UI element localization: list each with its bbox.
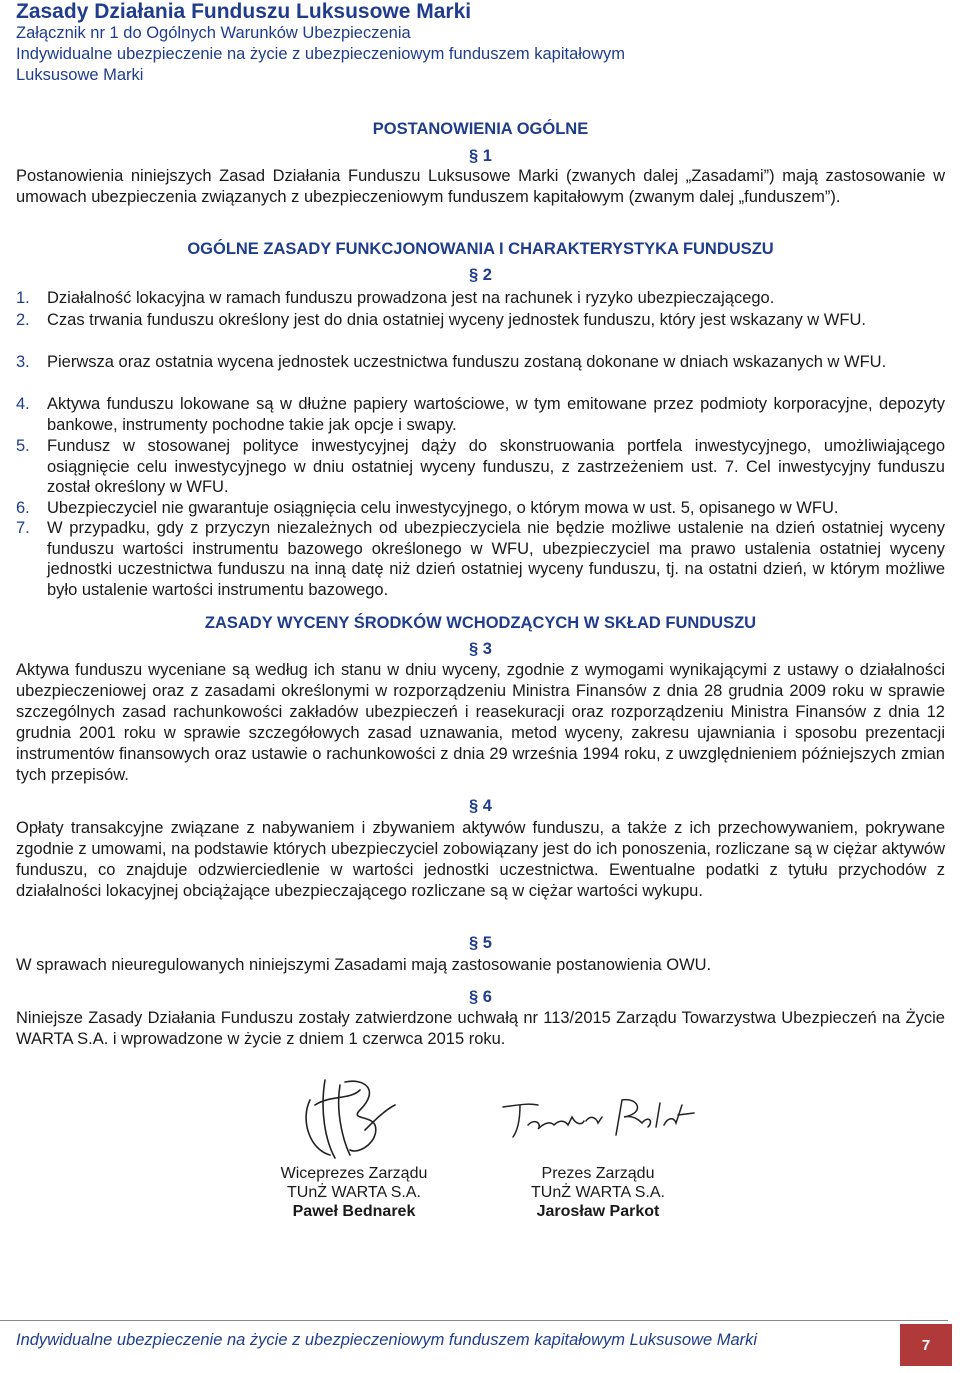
paragraph-3-text: Aktywa funduszu wyceniane są według ich stanu w dniu wyceny, zgodnie z wymogami wynikającymi z ustawy o działalności ubezpieczeniowej oraz z zasadami określonymi w rozporządzeniu Ministra Finansów z dnia 28 grudnia 2009 roku w sprawie szczególnych zasad rachunkowości zakładów ubezpieczeń i reasekuracji oraz rozporządzeniu Ministra Finansów z dnia 12 grudnia 2001 roku w sprawie szczegółowych zasad uznawania, metod wyceny, zakresu ujawniania i sposobu prezentacji instrumentów finansowych oraz ustawie o rachunkowości z dnia 29 września 1994 roku, z uwzględnieniem późniejszych zmian tych przepisów.: [16, 661, 945, 784]
footer-divider: [0, 1320, 948, 1321]
rule-item: [16, 288, 945, 309]
rule-item-text: Pierwsza oraz ostatnia wycena jednostek uczestnictwa funduszu zostaną dokonane w dniach wskazanych w WFU.: [47, 353, 887, 371]
paragraph-5-num: 5: [482, 934, 492, 952]
rule-item-num: 5.: [16, 437, 30, 455]
rule-item: [16, 498, 945, 519]
signature-parkot: [498, 1095, 698, 1145]
header-line-1: Załącznik nr 1 do Ogólnych Warunków Ubezpieczenia: [16, 24, 411, 42]
page-number-badge: 7: [900, 1324, 952, 1366]
rule-item: [16, 436, 945, 498]
paragraph-1-num: 1: [482, 147, 492, 165]
rule-item-num: 7.: [16, 519, 30, 537]
paragraph-3-number: § 3: [469, 640, 492, 658]
paragraph-5-number: § 5: [469, 934, 492, 952]
rule-item-text: Aktywa funduszu lokowane są w dłużne papiery wartościowe, w tym emitowane przez podmioty korporacyjne, depozyty bankowe, instrumenty pochodne takie jak opcje i swapy.: [47, 395, 945, 434]
section-general-heading: POSTANOWIENIA OGÓLNE: [372, 120, 589, 138]
signature-name: Paweł Bednarek: [292, 1203, 416, 1220]
section-valuation-heading: ZASADY WYCENY ŚRODKÓW WCHODZĄCYCH W SKŁAD FUNDUSZU: [204, 614, 757, 632]
signature-bednarek: [290, 1070, 420, 1165]
header-line-3: Luksusowe Marki: [16, 66, 144, 84]
rule-item-text: Czas trwania funduszu określony jest do dnia ostatniej wyceny jednostek funduszu, który jest wskazany w WFU.: [47, 311, 866, 329]
rule-item: [16, 352, 945, 373]
signature-company: TUnŻ WARTA S.A.: [287, 1184, 421, 1201]
paragraph-1-text: Postanowienia niniejszych Zasad Działania Funduszu Luksusowe Marki (zwanych dalej „Zasadami”) mają zastosowanie w umowach ubezpieczenia związanych z ubezpieczeniowym funduszem kapitałowym (zwanym dalej „funduszem”).: [16, 167, 945, 206]
rule-item-num: 3.: [16, 353, 30, 371]
paragraph-4-num: 4: [482, 797, 492, 815]
rule-item-num: 2.: [16, 311, 30, 329]
rule-item-text: Działalność lokacyjna w ramach funduszu prowadzona jest na rachunek i ryzyko ubezpieczającego.: [47, 289, 775, 307]
rule-item: [16, 394, 945, 435]
signature-role: Prezes Zarządu: [541, 1165, 655, 1182]
paragraph-3-num: 3: [482, 640, 492, 658]
paragraph-4-text: Opłaty transakcyjne związane z nabywaniem i zbywaniem aktywów funduszu, a także z ich przechowywaniem, pokrywane zgodnie z umowami, na podstawie których ubezpieczyciel zobowiązany jest do ich ponoszenia, rozliczane są w ciężar aktywów funduszu, co znajduje odzwierciedlenie w wartości jednostki uczestnictwa. Ewentualne podatki z tytułu przychodów z działalności lokacyjnej obciążające ubezpieczającego rozliczane są w ciężar wartości wykupu.: [16, 819, 945, 900]
rule-item: [16, 518, 945, 600]
paragraph-2-number: § 2: [469, 266, 492, 284]
rule-item-text: Fundusz w stosowanej polityce inwestycyjnej dąży do skonstruowania portfela inwestycyjnego, umożliwiającego osiągnięcie celu inwestycyjnego w dniu ostatniej wyceny funduszu, z zastrzeżeniem ust. 7. Cel inwestycyjny funduszu został określony w WFU.: [47, 437, 945, 496]
signature-block-vice-president: [254, 1164, 454, 1221]
rule-item-num: 1.: [16, 289, 30, 307]
footer-text: Indywidualne ubezpieczenie na życie z ubezpieczeniowym funduszem kapitałowym Luksusowe Marki: [16, 1331, 758, 1349]
paragraph-6-num: 6: [482, 988, 492, 1006]
rule-item-text: W przypadku, gdy z przyczyn niezależnych od ubezpieczyciela nie będzie możliwe ustalenie na dzień ostatniej wyceny funduszu wartości instrumentu bazowego określonego w WFU, ubezpieczyciel ma prawo ustalenia ostatniej wyceny jednostki uczestnictwa funduszu na inną datę niż dzień ostatniej wyceny funduszu, tj. na ostatni dzień, w którym możliwe było ustalenie wartości instrumentu bazowego.: [47, 519, 945, 599]
rule-item-text: Ubezpieczyciel nie gwarantuje osiągnięcia celu inwestycyjnego, o którym mowa w ust. 5, opisanego w WFU.: [47, 499, 839, 517]
paragraph-5-text: W sprawach nieuregulowanych niniejszymi Zasadami mają zastosowanie postanowienia OWU.: [16, 956, 712, 974]
paragraph-2-num: 2: [482, 266, 492, 284]
signature-company: TUnŻ WARTA S.A.: [531, 1184, 665, 1201]
signature-name: Jarosław Parkot: [536, 1203, 660, 1220]
paragraph-4-number: § 4: [469, 797, 492, 815]
paragraph-6-text: Niniejsze Zasady Działania Funduszu zostały zatwierdzone uchwałą nr 113/2015 Zarządu Towarzystwa Ubezpieczeń na Życie WARTA S.A. i wprowadzone w życie z dniem 1 czerwca 2015 roku.: [16, 1009, 945, 1048]
rule-item-num: 4.: [16, 395, 30, 413]
paragraph-6-number: § 6: [469, 988, 492, 1006]
rule-item-num: 6.: [16, 499, 30, 517]
section-rules-heading: OGÓLNE ZASADY FUNKCJONOWANIA I CHARAKTERYSTYKA FUNDUSZU: [187, 240, 774, 258]
rule-item: [16, 310, 945, 331]
paragraph-1-number: § 1: [469, 147, 492, 165]
document-title: Zasady Działania Funduszu Luksusowe Marki: [16, 0, 472, 23]
signature-role: Wiceprezes Zarządu: [280, 1165, 428, 1182]
header-line-2: Indywidualne ubezpieczenie na życie z ubezpieczeniowym funduszem kapitałowym: [16, 45, 625, 63]
signature-block-president: [498, 1164, 698, 1221]
